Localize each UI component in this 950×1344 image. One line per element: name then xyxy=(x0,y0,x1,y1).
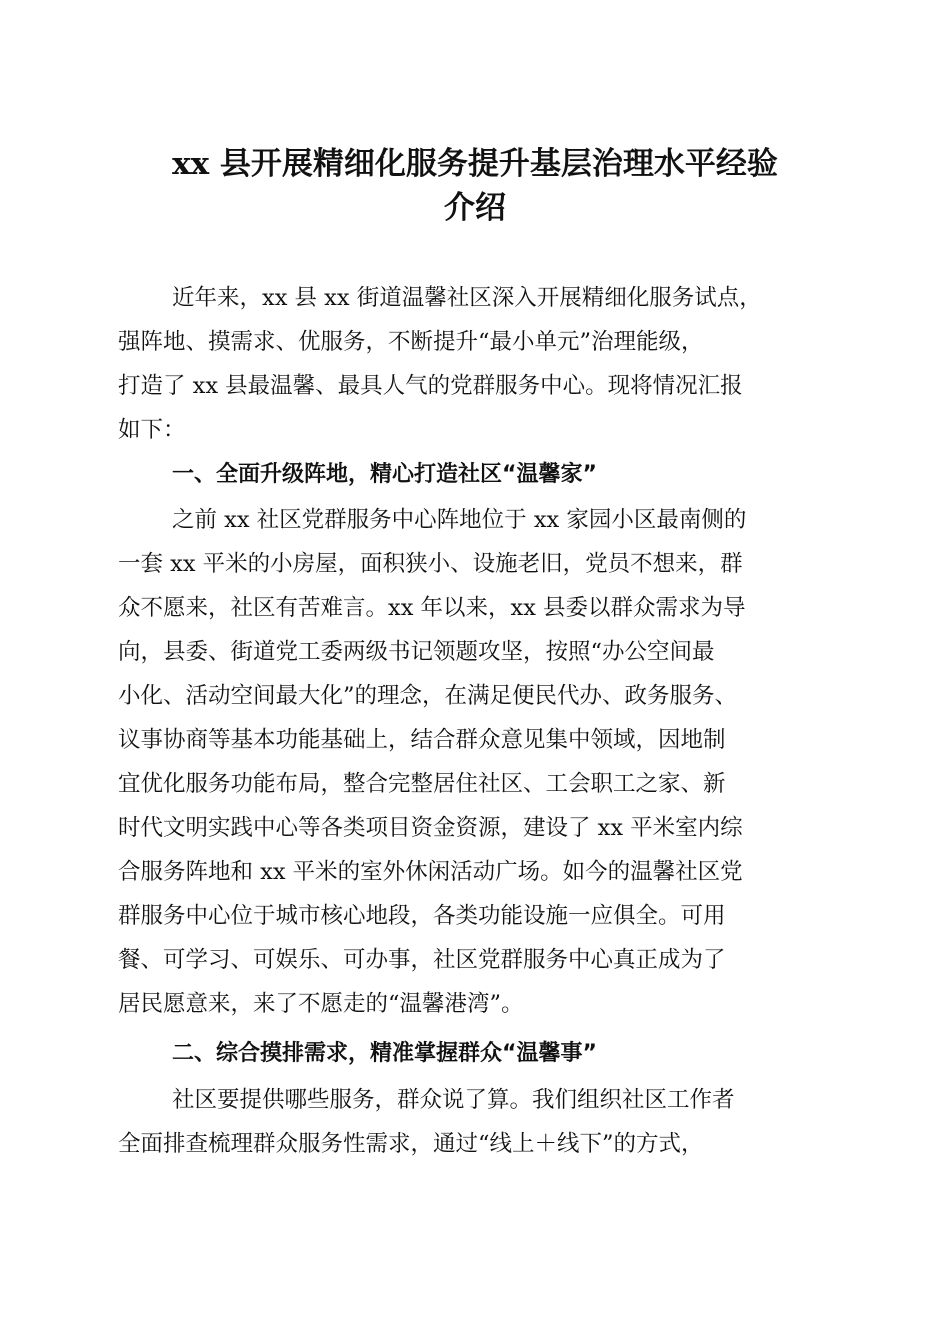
section-2-line-1: 社区要提供哪些服务，群众说了算。我们组织社区工作者 xyxy=(172,1087,735,1113)
section-1-heading: 一、全面升级阵地，精心打造社区“温馨家” xyxy=(172,462,597,487)
section-1-line-6: 议事协商等基本功能基础上，结合群众意见集中领域，因地制 xyxy=(118,727,726,753)
section-1-line-10: 群服务中心位于城市核心地段，各类功能设施一应俱全。可用 xyxy=(118,903,726,929)
section-1-line-12: 居民愿意来，来了不愿走的“温馨港湾”。 xyxy=(118,991,524,1017)
intro-line-2: 强阵地、摸需求、优服务，不断提升“最小单元”治理能级， xyxy=(118,329,704,355)
section-1-line-11: 餐、可学习、可娱乐、可办事，社区党群服务中心真正成为了 xyxy=(118,947,726,973)
section-1-line-8: 时代文明实践中心等各类项目资金资源，建设了 xx 平米室内综 xyxy=(118,815,743,841)
section-1-line-2: 一套 xx 平米的小房屋，面积狭小、设施老旧，党员不想来，群 xyxy=(118,551,743,577)
document-title-line-1: xx 县开展精细化服务提升基层治理水平经验 xyxy=(172,146,778,182)
section-1-line-1: 之前 xx 社区党群服务中心阵地位于 xx 家园小区最南侧的 xyxy=(172,507,747,533)
intro-line-3: 打造了 xx 县最温馨、最具人气的党群服务中心。现将情况汇报 xyxy=(118,373,743,399)
section-2-line-2: 全面排查梳理群众服务性需求，通过“线上＋线下”的方式， xyxy=(118,1131,704,1157)
intro-line-4: 如下： xyxy=(118,417,186,443)
document-title-line-2: 介绍 xyxy=(444,190,506,226)
section-1-line-3: 众不愿来，社区有苦难言。xx 年以来，xx 县委以群众需求为导 xyxy=(118,595,746,621)
section-2-heading: 二、综合摸排需求，精准掌握群众“温馨事” xyxy=(172,1041,597,1066)
section-1-line-7: 宜优化服务功能布局，整合完整居住社区、工会职工之家、新 xyxy=(118,771,726,797)
intro-line-1: 近年来，xx 县 xx 街道温馨社区深入开展精细化服务试点， xyxy=(172,285,762,311)
section-1-line-5: 小化、活动空间最大化”的理念，在满足便民代办、政务服务、 xyxy=(118,683,738,709)
section-1-line-4: 向，县委、街道党工委两级书记领题攻坚，按照“办公空间最 xyxy=(118,639,715,665)
section-1-line-9: 合服务阵地和 xx 平米的室外休闲活动广场。如今的温馨社区党 xyxy=(118,859,743,885)
